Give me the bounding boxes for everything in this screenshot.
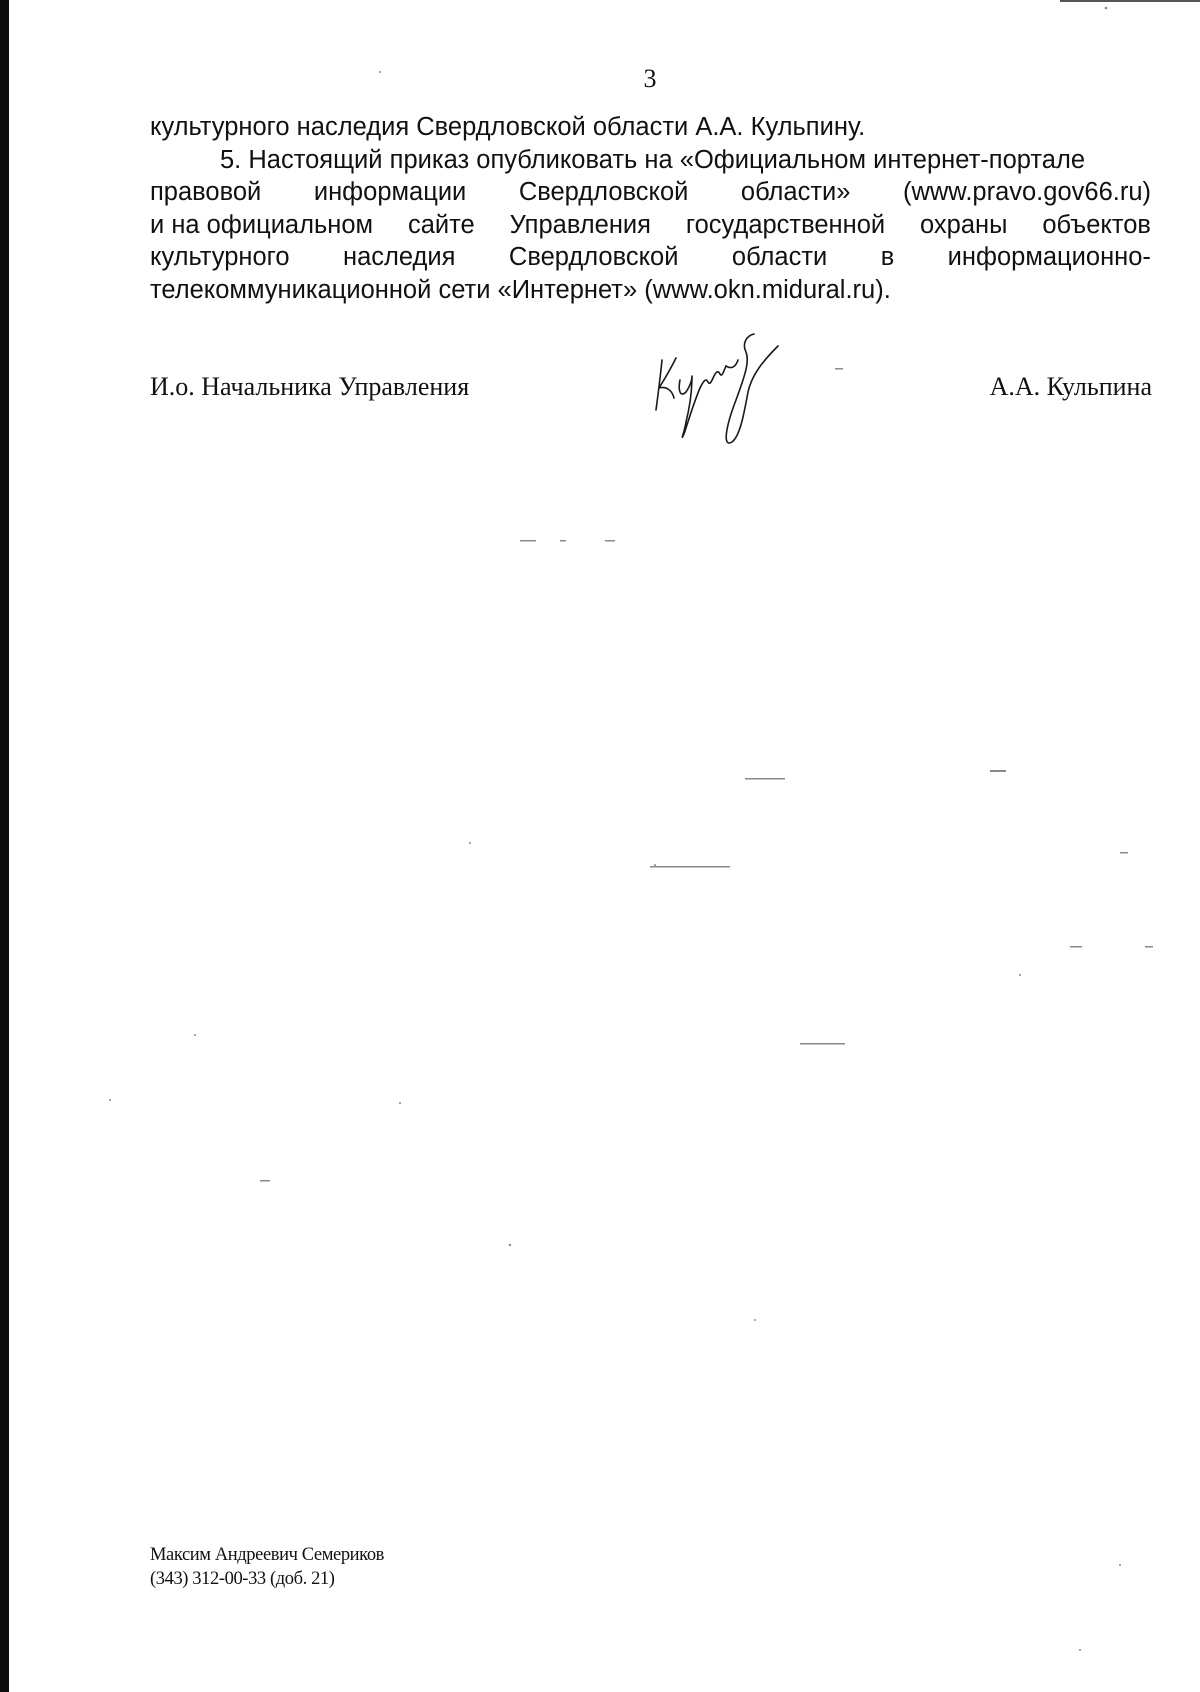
word: охраны (920, 210, 1008, 239)
paragraph-line: телекоммуникационной сети «Интернет» (www.okn.midural.ru). (150, 275, 891, 304)
order-body-text (150, 111, 1151, 306)
paragraph-line (150, 176, 1151, 209)
paragraph-line (150, 209, 1151, 242)
word: государственной (685, 210, 886, 239)
word: культурного (150, 243, 290, 271)
word: наследия (343, 243, 456, 271)
word: информации (313, 178, 467, 206)
signatory-name: А.А. Кульпина (989, 372, 1152, 401)
page-number: 3 (643, 64, 657, 93)
word: области» (740, 178, 851, 206)
word: сайте (407, 210, 475, 239)
word: информационно- (947, 243, 1151, 271)
word: области (731, 243, 828, 271)
word: в (880, 243, 895, 271)
scan-edge (0, 0, 9, 1692)
word: Свердловской (518, 178, 689, 206)
contact-phone: (343) 312-00-33 (доб. 21) (150, 1569, 335, 1589)
word: правовой (150, 178, 262, 206)
paragraph-line: культурного наследия Свердловской области А.А. Кульпину. (150, 113, 866, 141)
word: (www.pravo.gov66.ru) (902, 178, 1151, 206)
word: Управления (509, 210, 651, 239)
word: Свердловской (508, 243, 679, 271)
word: объектов (1042, 210, 1151, 239)
paragraph-line (150, 241, 1151, 274)
contact-info (150, 1543, 384, 1591)
word: и на официальном (150, 210, 374, 239)
paragraph-line: 5. Настоящий приказ опубликовать на «Официальном интернет-портале (220, 145, 1086, 174)
handwritten-signature (650, 330, 800, 475)
contact-name: Максим Андреевич Семериков (150, 1545, 385, 1565)
scan-edge-mark (1060, 0, 1200, 2)
signatory-position: И.о. Начальника Управления (150, 372, 470, 401)
